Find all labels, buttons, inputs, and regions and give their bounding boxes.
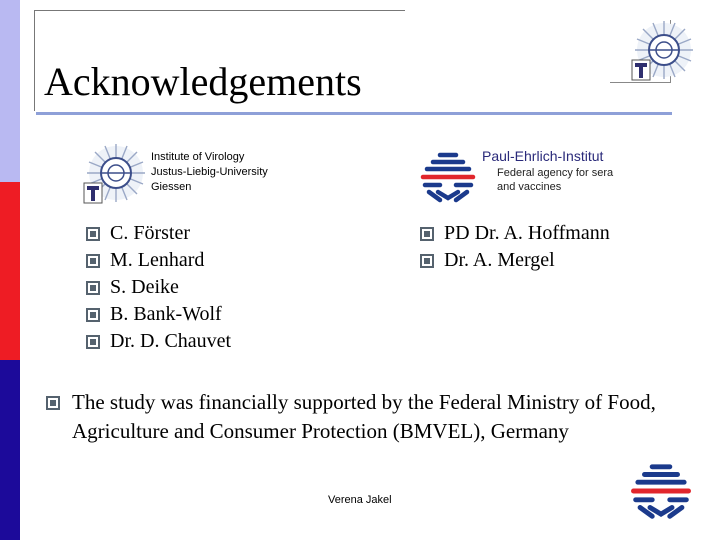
bullet-icon: [86, 281, 100, 295]
list-item: [86, 220, 231, 247]
list-item: [86, 247, 231, 274]
sidebar-stripe: [0, 0, 20, 540]
slide-title: Acknowledgements: [44, 59, 362, 104]
contributor-name: C. Förster: [110, 222, 190, 244]
bullet-icon: [420, 254, 434, 268]
sidebar-segment-light: [0, 0, 20, 182]
giessen-contributors-list: [86, 220, 231, 355]
bullet-icon: [420, 227, 434, 241]
bullet-icon: [86, 335, 100, 349]
pei-subtitle: [497, 166, 613, 194]
bullet-icon: [86, 308, 100, 322]
sidebar-segment-red: [0, 182, 20, 360]
university-seal-icon: [82, 143, 148, 209]
list-item: [420, 247, 610, 274]
contributor-name: S. Deike: [110, 276, 179, 298]
institute-line: Justus-Liebig-University: [151, 166, 268, 178]
institute-line: Giessen: [151, 181, 192, 193]
footer-author: Verena Jakel: [328, 494, 392, 506]
contributor-name: Dr. D. Chauvet: [110, 330, 232, 352]
pei-name: Paul-Ehrlich-Institut: [482, 148, 604, 164]
contributor-name: Dr. A. Mergel: [444, 249, 555, 271]
list-item: [86, 328, 231, 355]
bullet-icon: [86, 254, 100, 268]
university-seal-icon: [630, 20, 696, 86]
pei-subtitle-line: Federal agency for sera: [497, 167, 614, 179]
sidebar-segment-dark: [0, 360, 20, 540]
pei-emblem-icon: [418, 150, 478, 204]
funding-statement-text: The study was financially supported by the Federal Ministry of Food, Agriculture and Consumer Protection (BMVEL), Germany: [72, 390, 656, 443]
list-item: [86, 274, 231, 301]
pei-contributors-list: [420, 220, 610, 274]
pei-emblem-icon: [628, 460, 694, 522]
list-item: [420, 220, 610, 247]
institute-line: Institute of Virology: [151, 151, 245, 163]
list-item: [86, 301, 231, 328]
bullet-icon: [46, 396, 60, 410]
funding-statement: [46, 388, 696, 446]
title-underline: [36, 112, 672, 115]
bullet-icon: [86, 227, 100, 241]
contributor-name: M. Lenhard: [110, 249, 205, 271]
contributor-name: PD Dr. A. Hoffmann: [444, 222, 610, 244]
contributor-name: B. Bank-Wolf: [110, 303, 222, 325]
institute-name: [151, 150, 268, 195]
pei-subtitle-line: and vaccines: [497, 181, 562, 193]
